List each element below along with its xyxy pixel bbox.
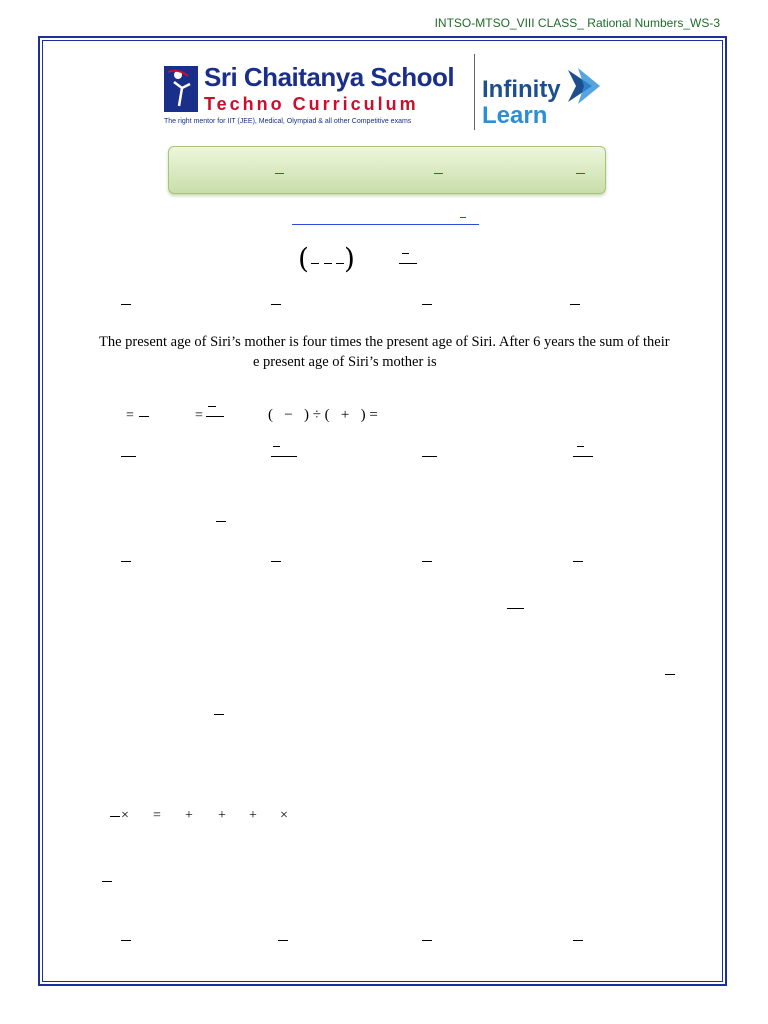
- option-fraction-bar: [271, 456, 297, 457]
- subtitle-underline: [292, 224, 479, 225]
- option-fraction-bar: [121, 561, 131, 562]
- equals-sign: =: [126, 408, 134, 423]
- age-problem-line2: e present age of Siri’s mother is: [253, 354, 437, 370]
- parenthetical-expression: ( − ) ÷ ( + ) =: [268, 407, 378, 423]
- fraction-bar: [324, 263, 332, 264]
- school-logo-banner: [164, 50, 604, 134]
- title-mark: [434, 173, 443, 174]
- title-mark: [275, 173, 284, 174]
- option-fraction-bar: [121, 940, 131, 941]
- fraction-bar: [399, 263, 417, 264]
- partner-name-infinity: Infinity: [482, 76, 561, 103]
- equals-sign: =: [153, 808, 161, 823]
- fraction-bar: [110, 816, 120, 817]
- fraction-bar: [139, 416, 149, 417]
- fraction-bar: [507, 608, 524, 609]
- title-mark: [576, 173, 585, 174]
- fraction-bar: [216, 521, 226, 522]
- logo-divider: [474, 54, 475, 130]
- option-fraction-bar: [573, 940, 583, 941]
- option-fraction-bar: [573, 561, 583, 562]
- partner-name-learn: Learn: [482, 102, 548, 129]
- option-fraction-bar: [570, 304, 580, 305]
- option-fraction-bar: [573, 456, 593, 457]
- option-fraction-bar: [121, 456, 136, 457]
- school-emblem-icon: [164, 66, 198, 112]
- fraction-bar: [208, 406, 216, 407]
- fraction-bar: [311, 263, 319, 264]
- option-fraction-bar: [422, 304, 432, 305]
- fraction-bar: [336, 263, 344, 264]
- curriculum-name: Techno Curriculum: [204, 94, 419, 114]
- option-fraction-bar: [271, 561, 281, 562]
- age-problem-line1: The present age of Siri’s mother is four times the present age of Siri. After 6 years the sum of their: [99, 334, 670, 350]
- option-fraction-bar: [278, 940, 288, 941]
- age-problem-text: [99, 332, 711, 372]
- equals-sign: =: [195, 408, 203, 423]
- times-sign: ×: [121, 808, 129, 823]
- open-paren: (: [298, 242, 309, 275]
- infinity-learn-arrow-icon: [562, 66, 602, 106]
- option-fraction-bar: [422, 456, 437, 457]
- worksheet-title-bar: [168, 146, 606, 194]
- plus-sign: +: [249, 808, 257, 823]
- fraction-bar: [665, 674, 675, 675]
- option-fraction-bar: [273, 446, 280, 447]
- worksheet-reference: INTSO-MTSO_VIII CLASS_ Rational Numbers_WS-3: [434, 16, 720, 30]
- option-fraction-bar: [121, 304, 131, 305]
- option-fraction-bar: [422, 940, 432, 941]
- plus-sign: +: [218, 808, 226, 823]
- runner-figure-icon: [164, 66, 198, 112]
- option-fraction-bar: [577, 446, 584, 447]
- fraction-bar: [206, 416, 224, 417]
- fraction-bar: [102, 881, 112, 882]
- school-name: Sri Chaitanya School: [204, 62, 455, 92]
- option-fraction-bar: [422, 561, 432, 562]
- fraction-bar: [402, 253, 409, 254]
- school-tagline: The right mentor for IIT (JEE), Medical, Olympiad & all other Competitive exams: [164, 118, 412, 125]
- plus-sign: +: [185, 808, 193, 823]
- fraction-bar: [214, 714, 224, 715]
- close-paren: ): [344, 242, 355, 275]
- option-fraction-bar: [271, 304, 281, 305]
- subtitle-mark: [460, 217, 466, 218]
- times-sign: ×: [280, 808, 288, 823]
